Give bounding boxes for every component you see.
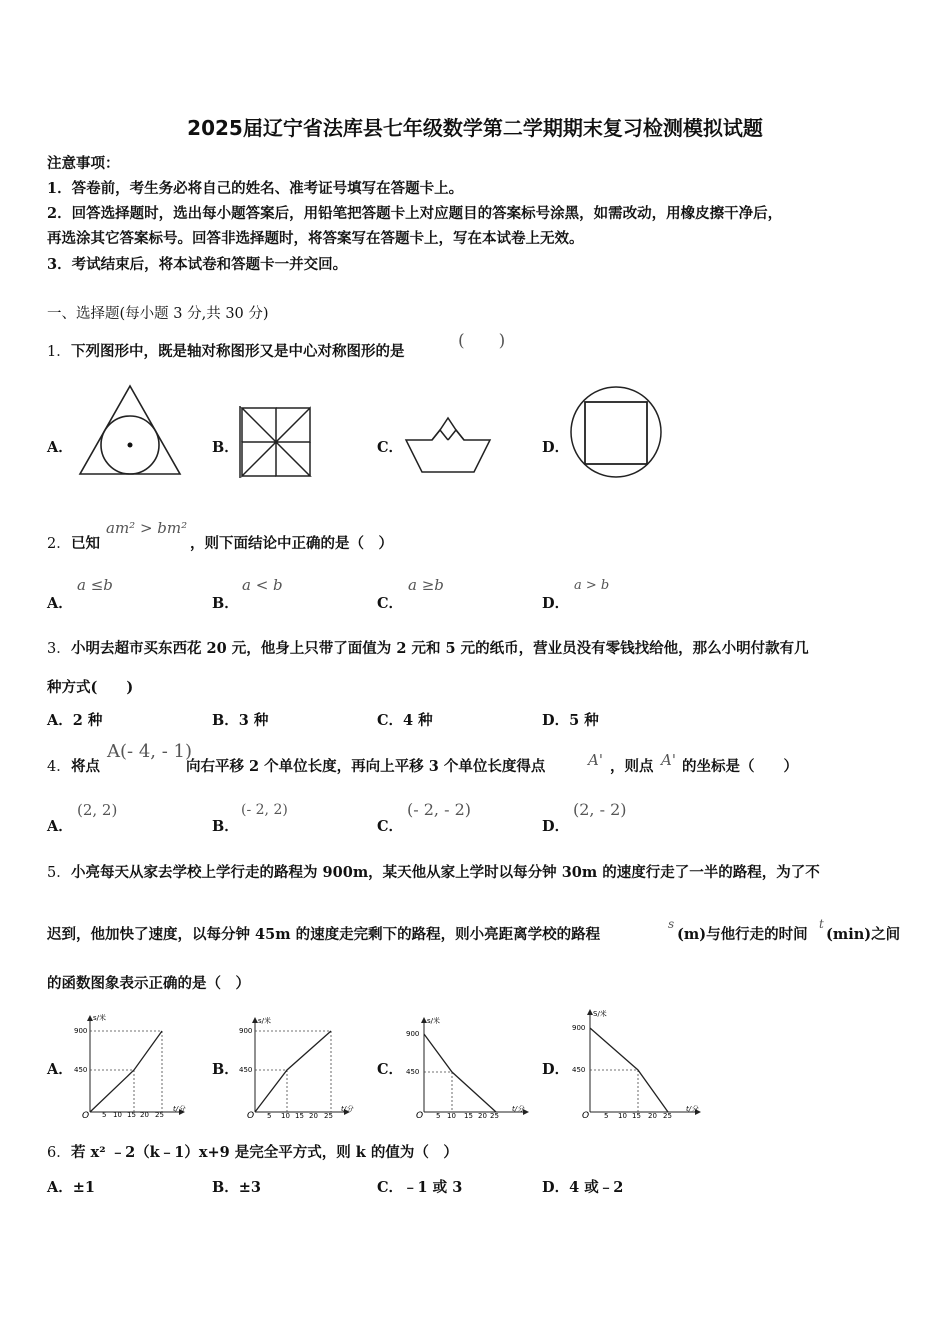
- q5-b-xtick-25: 25: [324, 1112, 333, 1120]
- q5-d-xtick-5: 5: [604, 1112, 609, 1120]
- q2-number: 2．: [47, 536, 71, 552]
- q5-c-tick-900: 900: [406, 1030, 420, 1038]
- q1-figure-c-boat: [402, 416, 494, 476]
- q5-b-xtick-15: 15: [295, 1112, 304, 1120]
- q1-number: 1．: [47, 344, 71, 360]
- q1-option-b-label: B．: [212, 439, 239, 456]
- q2-post: ，则下面结论中正确的是（ ）: [190, 535, 393, 552]
- q1-figure-b-pinwheel: [236, 404, 314, 480]
- q2-option-d-value: a > b: [574, 578, 610, 593]
- q5-a-xtick-25: 25: [155, 1111, 164, 1119]
- q5-line-2b: (m)与他行走的时间: [677, 926, 808, 943]
- q5-a-y-label: s/米: [93, 1014, 107, 1022]
- q5-graph-b: [237, 1014, 363, 1122]
- notice-item-2-cont: 再选涂其它答案标号。回答非选择题时，将答案写在答题卡上，写在本试卷上无效。: [47, 230, 584, 247]
- q4-option-b-label: B．: [212, 818, 239, 835]
- q4-option-d-value: (2, - 2): [573, 800, 627, 819]
- q1-paren: ( ): [458, 331, 506, 351]
- q5-option-d-label: D．: [542, 1061, 570, 1078]
- q5-c-origin: O: [416, 1111, 424, 1121]
- q5-c-x-label: t/分: [512, 1105, 525, 1113]
- q5-a-xtick-5: 5: [102, 1111, 107, 1119]
- q5-a-xtick-20: 20: [140, 1111, 149, 1119]
- q4-number: 4．: [47, 759, 71, 775]
- q5-b-origin: O: [247, 1111, 255, 1121]
- q5-c-tick-450: 450: [406, 1068, 420, 1076]
- q5-line-3: 的函数图象表示正确的是（ ）: [47, 975, 250, 992]
- q5-b-tick-900: 900: [239, 1027, 253, 1035]
- q5-a-xtick-15: 15: [127, 1111, 136, 1119]
- q2-option-c-label: C．: [377, 595, 404, 612]
- q5-b-x-label: t/分: [341, 1105, 354, 1113]
- q2-option-b-label: B．: [212, 595, 239, 612]
- q6-option-a: A．±1: [47, 1179, 95, 1196]
- q4-option-c-label: C．: [377, 818, 404, 835]
- q5-c-xtick-5: 5: [436, 1112, 441, 1120]
- q3-option-d: D．5 种: [542, 712, 599, 729]
- notice-heading: 注意事项：: [47, 155, 120, 172]
- q1-option-c-label: C．: [377, 439, 404, 456]
- page-title: 2025届辽宁省法库县七年级数学第二学期期末复习检测模拟试题: [187, 116, 763, 140]
- q4-mid: 向右平移 2 个单位长度，再向上平移 3 个单位长度得点: [186, 758, 546, 775]
- q3-line-1: 小明去超市买东西花 20 元，他身上只带了面值为 2 元和 5 元的纸币，营业员没有零钱找给他，那么小明付款有几: [71, 640, 809, 657]
- q5-option-b-label: B．: [212, 1061, 239, 1078]
- q5-c-y-label: s/米: [427, 1017, 441, 1025]
- q5-b-tick-450: 450: [239, 1066, 253, 1074]
- q5-a-tick-450: 450: [74, 1066, 88, 1074]
- q5-c-xtick-10: 10: [447, 1112, 456, 1120]
- q5-b-y-label: s/米: [258, 1017, 272, 1025]
- q4-option-c-value: (- 2, - 2): [407, 800, 471, 819]
- q4-a-prime-2: A': [661, 751, 676, 769]
- q2-pre: 已知: [71, 535, 100, 552]
- q5-a-x-label: t/分: [173, 1105, 186, 1113]
- q2-option-c-value: a ≥b: [408, 576, 444, 594]
- notice-item-2: 2．回答选择题时，选出每小题答案后，用铅笔把答题卡上对应题目的答案标号涂黑，如需改动，用橡皮擦干净后，: [47, 205, 783, 222]
- q5-line-2c: (min)之间: [826, 926, 901, 943]
- q5-a-xtick-10: 10: [113, 1111, 122, 1119]
- q4-post: 的坐标是（ ）: [682, 758, 798, 775]
- q5-option-a-label: A．: [47, 1061, 73, 1078]
- q5-b-xtick-5: 5: [267, 1112, 272, 1120]
- q3-option-a: A．2 种: [47, 712, 103, 729]
- q4-point: A(- 4, - 1): [107, 741, 192, 762]
- q5-a-tick-900: 900: [74, 1027, 88, 1035]
- q5-t-var: t: [819, 917, 824, 931]
- q3-option-c: C．4 种: [377, 712, 433, 729]
- q5-d-tick-450: 450: [572, 1066, 586, 1074]
- q2-option-b-value: a < b: [242, 576, 283, 594]
- q4-mid2: ，则点: [610, 758, 654, 775]
- section-heading: 一、选择题(每小题 3 分,共 30 分): [47, 306, 269, 322]
- q5-graph-a: [72, 1010, 198, 1122]
- q6-option-d: D．4 或﹣2: [542, 1179, 624, 1196]
- q1-figure-a-triangle-circle: [74, 382, 186, 478]
- q5-d-xtick-25: 25: [663, 1112, 672, 1120]
- q2-option-a-value: a ≤b: [77, 576, 113, 594]
- q5-s-var: s: [668, 917, 675, 931]
- q5-graph-c: [402, 1014, 532, 1122]
- q5-d-xtick-15: 15: [632, 1112, 641, 1120]
- q5-b-xtick-20: 20: [309, 1112, 318, 1120]
- q5-c-xtick-15: 15: [464, 1112, 473, 1120]
- q4-pre: 将点: [71, 758, 100, 775]
- q2-option-a-label: A．: [47, 595, 73, 612]
- q5-line-2a: 迟到，他加快了速度，以每分钟 45m 的速度走完剩下的路程，则小亮距离学校的路程: [47, 926, 601, 943]
- q5-number: 5．: [47, 865, 71, 881]
- notice-item-1: 1．答卷前，考生务必将自己的姓名、准考证号填写在答题卡上。: [47, 180, 464, 197]
- q5-c-xtick-25: 25: [490, 1112, 499, 1120]
- q6-option-b: B．±3: [212, 1179, 261, 1196]
- q1-option-a-label: A．: [47, 439, 73, 456]
- q2-option-d-label: D．: [542, 595, 570, 612]
- q5-d-xtick-10: 10: [618, 1112, 627, 1120]
- q5-d-xtick-20: 20: [648, 1112, 657, 1120]
- q3-number: 3．: [47, 641, 71, 657]
- q5-c-xtick-20: 20: [478, 1112, 487, 1120]
- notice-item-3: 3．考试结束后，将本试卷和答题卡一并交回。: [47, 256, 348, 273]
- q4-option-b-value: (- 2, 2): [241, 802, 288, 818]
- q2-formula: am² > bm²: [106, 519, 188, 537]
- q5-d-origin: O: [582, 1111, 590, 1121]
- q4-option-a-value: (2, 2): [77, 801, 118, 819]
- q1-figure-d-circle-square: [566, 386, 666, 480]
- q5-d-y-label: S/米: [593, 1010, 607, 1018]
- q3-option-b: B．3 种: [212, 712, 269, 729]
- q3-line-2: 种方式( ): [47, 679, 134, 696]
- q5-d-x-label: t/分: [686, 1105, 699, 1113]
- q5-a-origin: O: [82, 1111, 90, 1121]
- q5-graph-d: [566, 1006, 706, 1122]
- q5-line-1: 小亮每天从家去学校上学行走的路程为 900m，某天他从家上学时以每分钟 30m 的速度行走了一半的路程，为了不: [71, 864, 820, 881]
- q6-text: 若 x² ﹣2（k﹣1）x+9 是完全平方式，则 k 的值为（ ）: [71, 1144, 458, 1161]
- q1-text: 下列图形中，既是轴对称图形又是中心对称图形的是: [71, 343, 405, 360]
- q6-option-c: C．﹣1 或 3: [377, 1179, 463, 1196]
- q4-option-d-label: D．: [542, 818, 570, 835]
- q4-option-a-label: A．: [47, 818, 73, 835]
- q4-a-prime: A': [588, 751, 603, 769]
- q5-d-tick-900: 900: [572, 1024, 586, 1032]
- q1-option-d-label: D．: [542, 439, 570, 456]
- q5-option-c-label: C．: [377, 1061, 404, 1078]
- q6-number: 6．: [47, 1145, 71, 1161]
- q5-b-xtick-10: 10: [281, 1112, 290, 1120]
